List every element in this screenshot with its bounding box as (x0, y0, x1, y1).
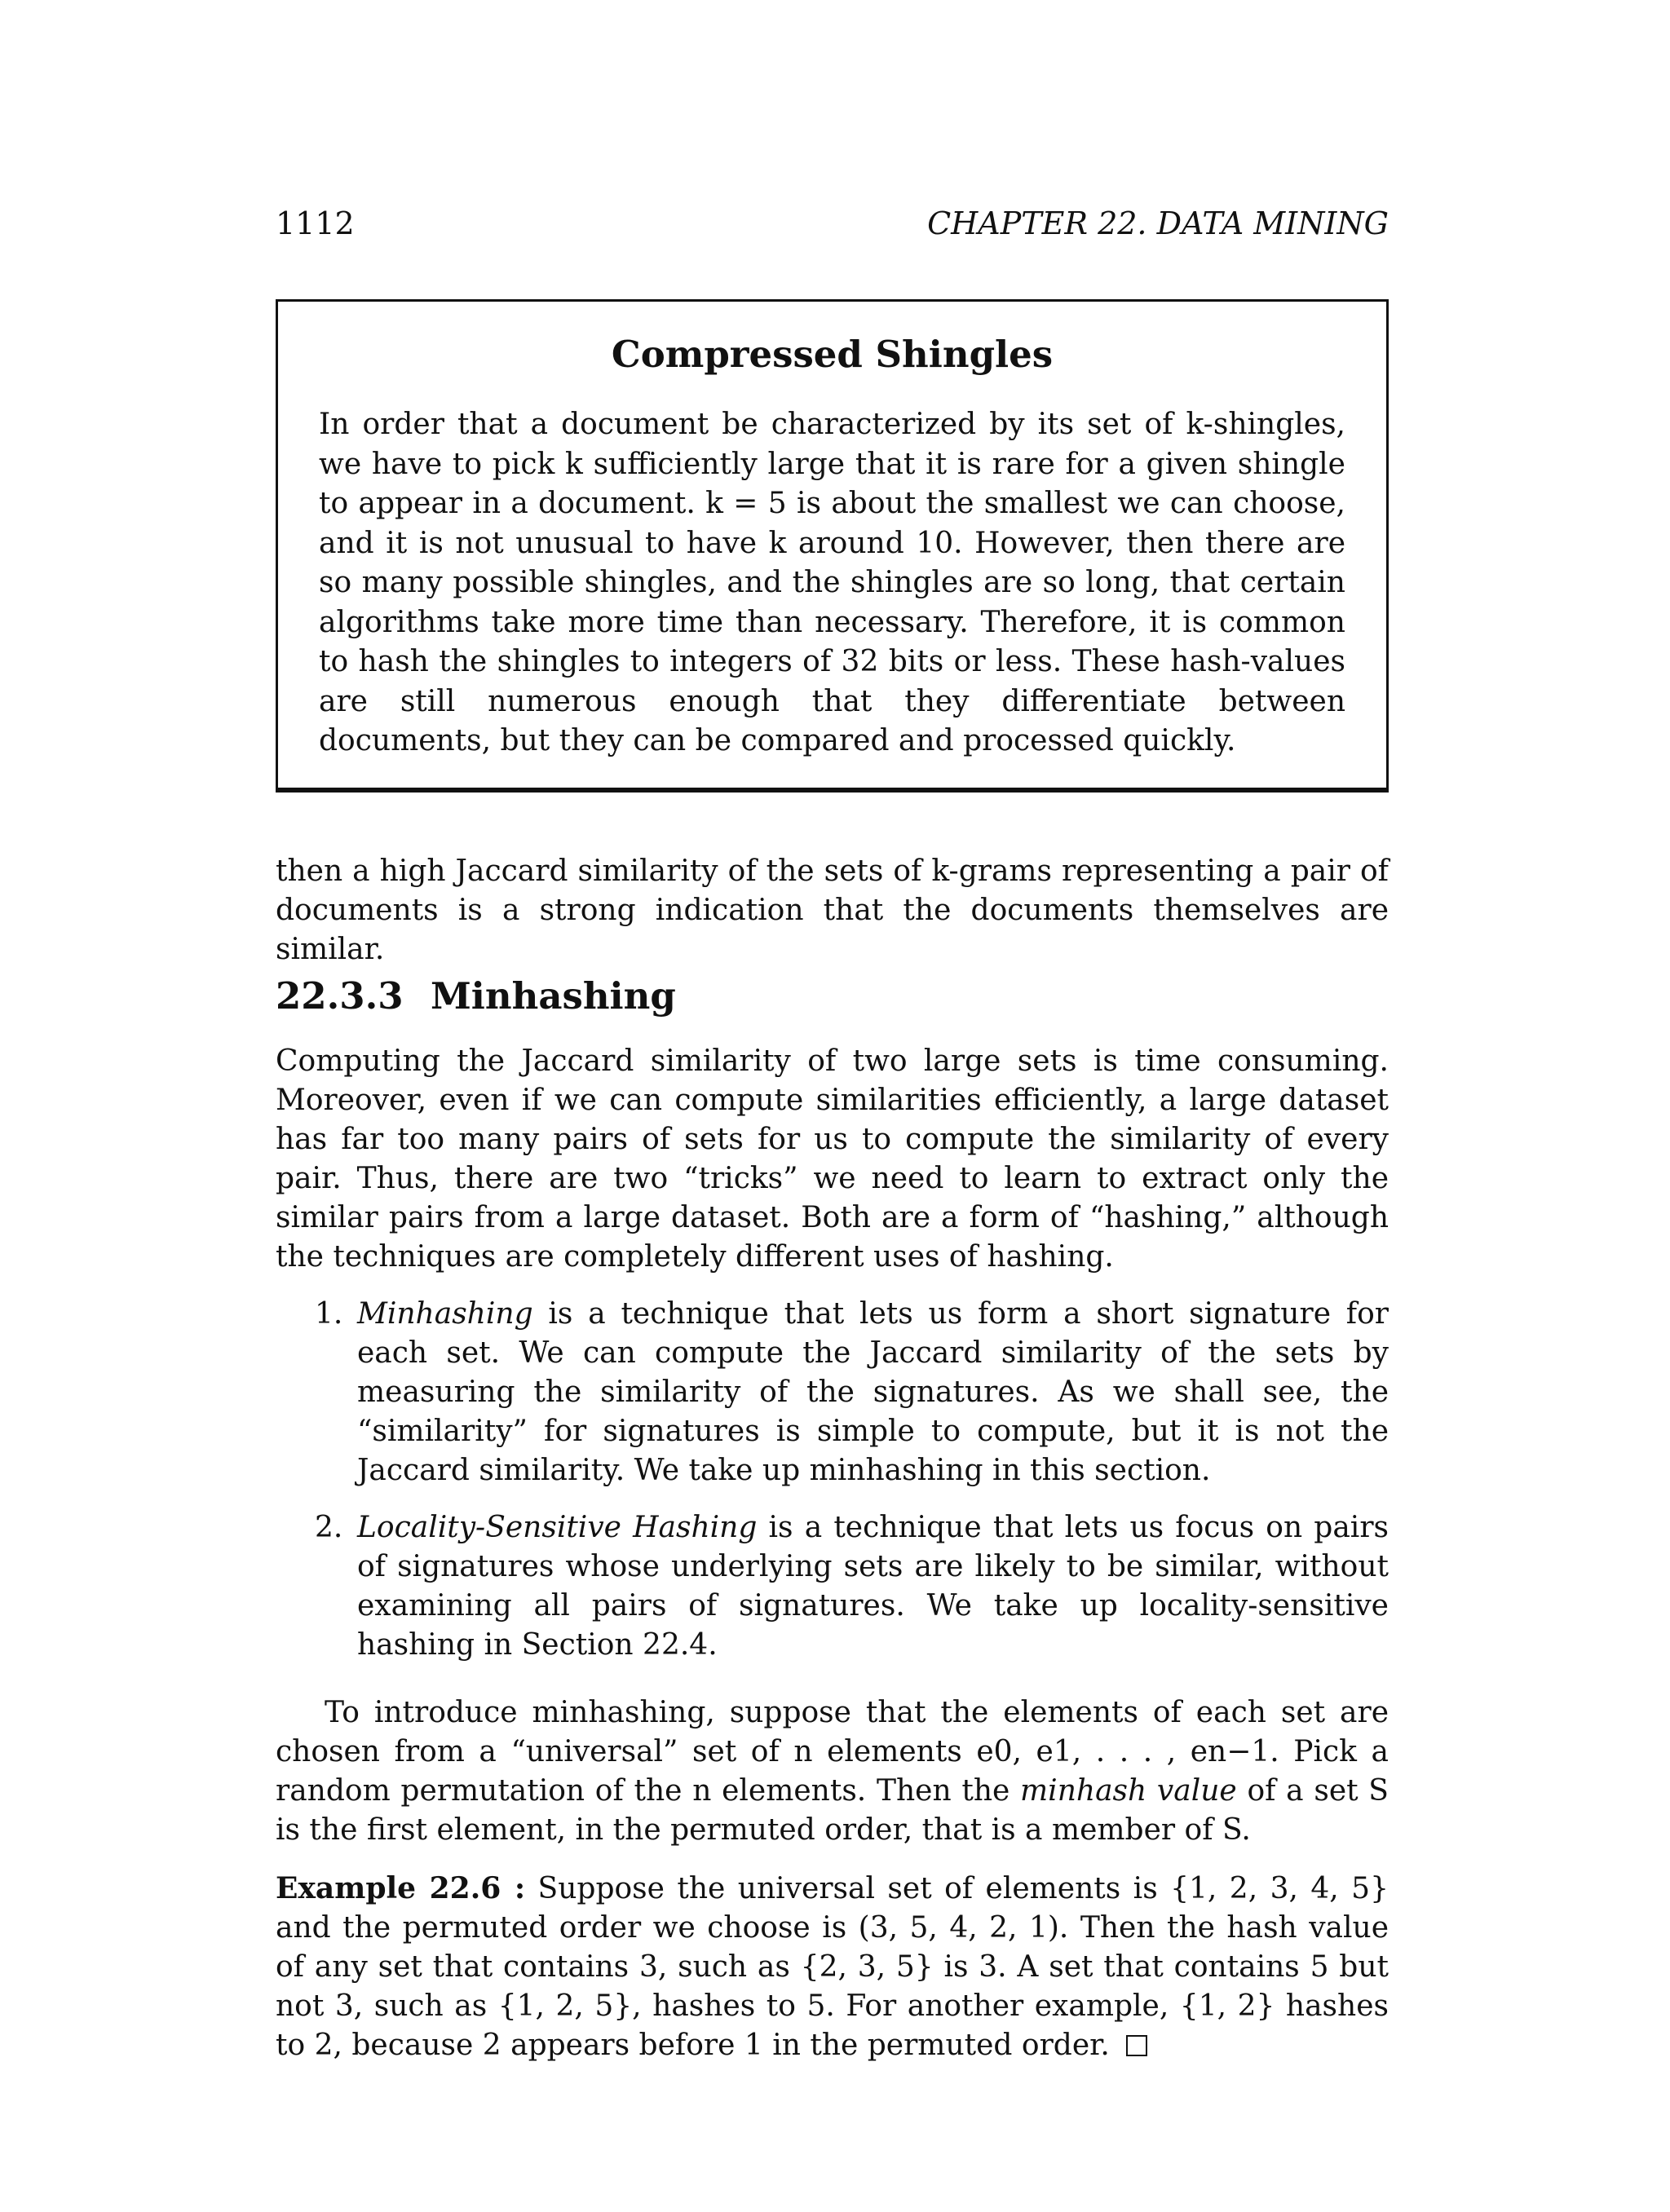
section-number: 22.3.3 (276, 974, 404, 1018)
list-item (276, 1508, 1389, 1665)
definition-term: minhash value (1020, 1774, 1237, 1808)
list-item (276, 1295, 1389, 1490)
technique-list (276, 1295, 1389, 1683)
section-heading (276, 974, 1389, 1018)
box-body: In order that a document be characterized by its set of k-shingles, we have to pick k sufficiently large that it is rare for a given shingle to appear in a document. k = 5 is about the smallest we can choose, and it is not unusual to have k around 10. However, then there are so many possible shingles, and the shingles are so long, that certain algorithms take more time than necessary. Therefore, it is common to hash the shingles to integers of 32 bits or less. These hash-values are still numerous enough that they differentiate between documents, but they can be compared and processed quickly. (319, 408, 1345, 757)
paragraph-minhash-definition (276, 1693, 1389, 1850)
list-term: Locality-Sensitive Hashing (357, 1511, 758, 1544)
list-term: Minhashing (357, 1297, 533, 1331)
list-marker: 1. (315, 1297, 343, 1331)
definition-text-before: To introduce minhashing, suppose that the elements of each set are chosen from a “universal” set of n elements e0, e1, . . . , en−1. Pick a random permutation of the n elements. Then the (276, 1696, 1389, 1808)
paragraph-minhashing-intro: Computing the Jaccard similarity of two large sets is time consuming. Moreover, even if we can compute similarities efficiently, a large dataset has far too many pairs of sets for us to compute the similarity of every pair. Thus, there are two “tricks” we need to learn to extract only the similar pairs from a large dataset. Both are a form of “hashing,” although the techniques are completely different uses of hashing. (276, 1044, 1389, 1274)
example-text: Suppose the universal set of elements is {1, 2, 3, 4, 5} and the permuted order we choose is (3, 5, 4, 2, 1). Then the hash value of any set that contains 3, such as {2, 3, 5} is 3. A set that contains 5 but not 3, such as {1, 2, 5}, hashes to 5. For another example, {1, 2} hashes to 2, because 2 appears before 1 in the permuted order. (276, 1872, 1389, 2062)
box-title: Compressed Shingles (611, 333, 1054, 376)
end-of-example-icon (1126, 2035, 1147, 2056)
example-label: Example 22.6 : (276, 1871, 526, 1905)
page-number: 1112 (276, 205, 355, 241)
sidebar-box (276, 299, 1389, 793)
chapter-title: CHAPTER 22. DATA MINING (927, 205, 1389, 241)
definition-text-after: of a set S is the first element, in the permuted order, that is a member of S. (276, 1774, 1389, 1847)
list-marker: 2. (315, 1511, 343, 1544)
example-paragraph (276, 1869, 1389, 2065)
list-text: is a technique that lets us form a short signature for each set. We can compute the Jaccard similarity of the sets by measuring the similarity of the signatures. As we shall see, the “similarity” for signatures is simple to compute, but it is not the Jaccard similarity. We take up minhashing in this section. (357, 1297, 1389, 1487)
paragraph-intro: then a high Jaccard similarity of the sets of k-grams representing a pair of documents is a strong indication that the documents themselves are similar. (276, 854, 1389, 966)
running-header (276, 205, 1389, 254)
list-text: is a technique that lets us focus on pairs of signatures whose underlying sets are likely to be similar, without examining all pairs of signatures. We take up locality-sensitive hashing in Section 22.4. (357, 1511, 1389, 1662)
section-title: Minhashing (431, 974, 676, 1018)
